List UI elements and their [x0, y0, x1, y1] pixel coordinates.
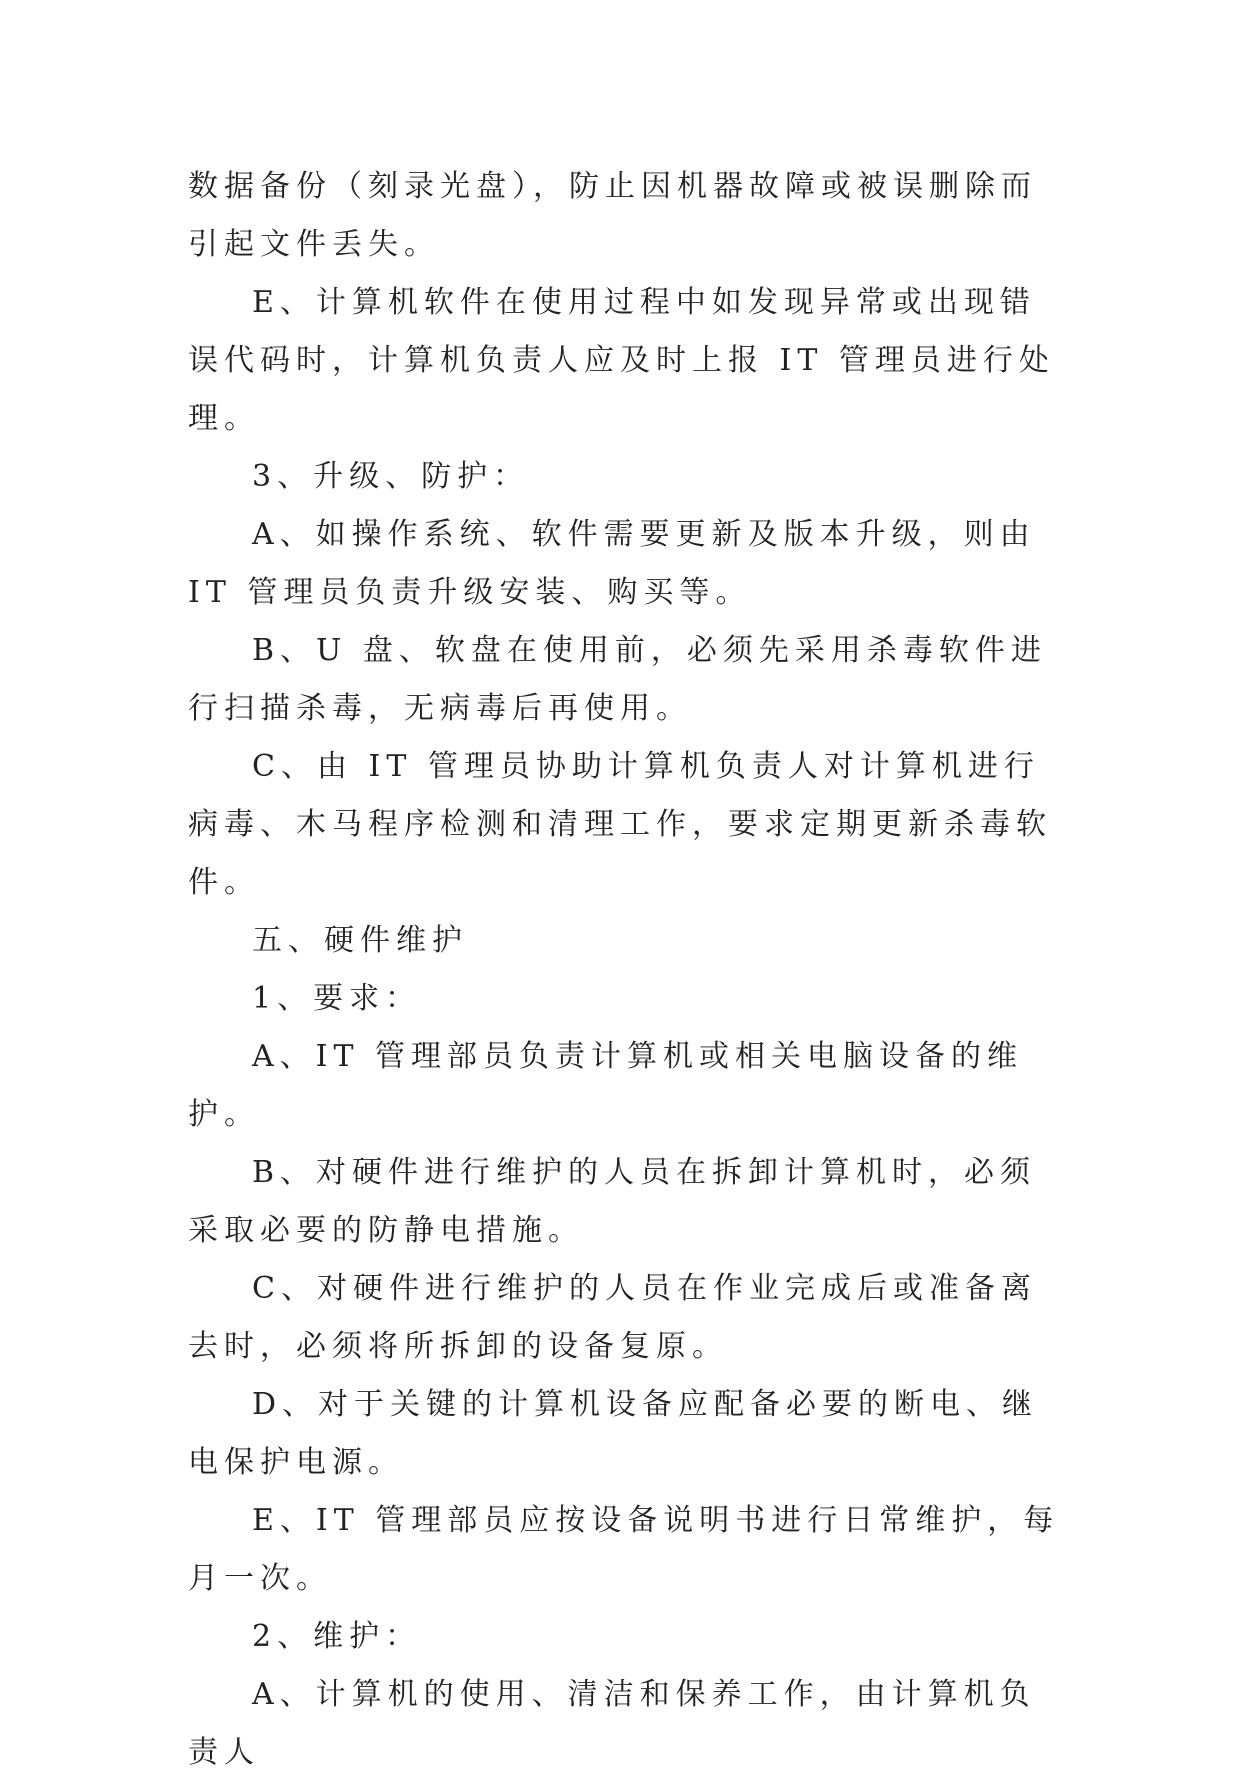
paragraph-software-error: E、计算机软件在使用过程中如发现异常或出现错误代码时，计算机负责人应及时上报 IT 管理员进行处理。	[188, 285, 1055, 436]
document-body	[188, 158, 1068, 1782]
paragraph-cleaning: A、计算机的使用、清洁和保养工作，由计算机负责人	[188, 1677, 1036, 1770]
heading-maintenance: 2、维护：	[252, 1619, 422, 1654]
paragraph-power-protection: D、对于关键的计算机设备应配备必要的断电、继电保护电源。	[188, 1387, 1039, 1480]
heading-requirements: 1、要求：	[252, 981, 422, 1016]
paragraph-backup-continued: 数据备份（刻录光盘），防止因机器故障或被误删除而引起文件丢失。	[188, 169, 1037, 262]
heading-upgrade-protection: 3、升级、防护：	[252, 459, 530, 494]
paragraph-it-maintenance: A、IT 管理部员负责计算机或相关电脑设备的维护。	[188, 1039, 1024, 1132]
paragraph-monthly-maintenance: E、IT 管理部员应按设备说明书进行日常维护，每月一次。	[188, 1503, 1060, 1596]
paragraph-antistatic: B、对硬件进行维护的人员在拆卸计算机时，必须采取必要的防静电措施。	[188, 1155, 1037, 1248]
paragraph-os-upgrade: A、如操作系统、软件需要更新及版本升级，则由 IT 管理员负责升级安装、购买等。	[188, 517, 1036, 610]
paragraph-restore-devices: C、对硬件进行维护的人员在作业完成后或准备离去时，必须将所拆卸的设备复原。	[188, 1271, 1037, 1364]
paragraph-virus-check: C、由 IT 管理员协助计算机负责人对计算机进行病毒、木马程序检测和清理工作，要求定期更新杀毒软件。	[188, 749, 1052, 900]
heading-hardware-maintenance: 五、硬件维护	[252, 923, 468, 958]
paragraph-usb-scan: B、U 盘、软盘在使用前，必须先采用杀毒软件进行扫描杀毒，无病毒后再使用。	[188, 633, 1047, 726]
